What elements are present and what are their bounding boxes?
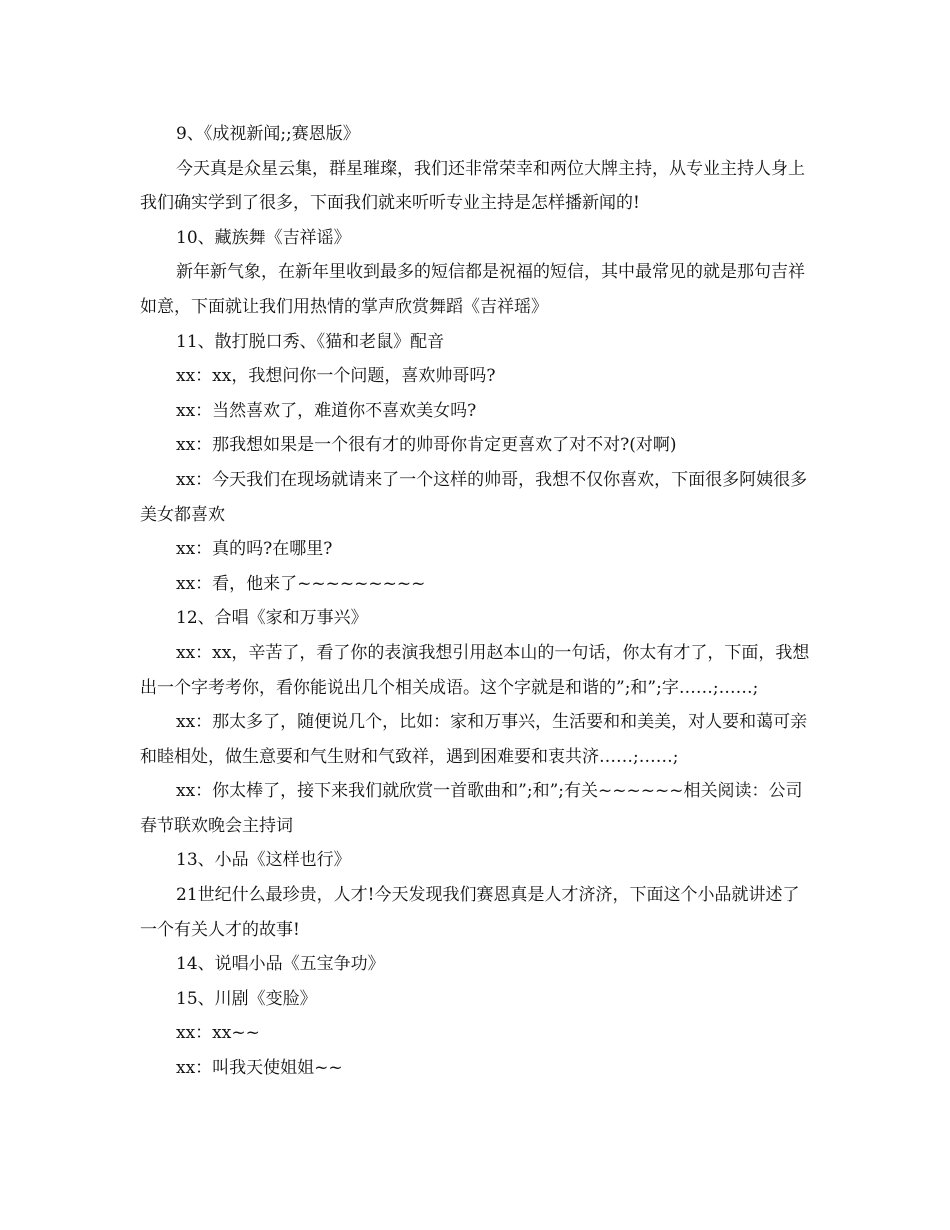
program-heading-14: 14、说唱小品《五宝争功》 [176,954,385,975]
dialogue-line: xx：xx，我想问你一个问题，喜欢帅哥吗? [176,366,496,387]
dialogue-line: xx：你太棒了，接下来我们就欣赏一首歌曲和”;和”;有关~~~~~~相关阅读：公司春节联欢晚会主持词 [140,781,803,836]
dialogue-line: xx：xx，辛苦了，看了你的表演我想引用赵本山的一句话，你太有才了，下面，我想出一个字考考你，看你能说出几个相关成语。这个字就是和谐的”;和”;字……;……; [140,642,810,698]
program-heading-10: 10、藏族舞《吉祥谣》 [176,227,351,248]
host-line: 21世纪什么最珍贵，人才!今天发现我们赛恩真是人才济济，下面这个小品就讲述了一个有关人才的故事! [140,885,800,940]
program-heading-9: 9、《成视新闻;;赛恩版》 [176,124,360,144]
dialogue-line: xx：叫我天使姐姐~~ [176,1058,343,1079]
dialogue-line: xx：xx~~ [176,1023,260,1044]
dialogue-line: xx：那我想如果是一个很有才的帅哥你肯定更喜欢了对不对?(对啊) [176,435,677,456]
program-heading-11: 11、散打脱口秀、《猫和老鼠》配音 [176,331,445,352]
program-heading-12: 12、合唱《家和万事兴》 [176,608,368,629]
dialogue-line: xx：真的吗?在哪里? [176,539,333,560]
dialogue-line: xx：当然喜欢了，难道你不喜欢美女吗? [176,400,477,421]
dialogue-line: xx：看，他来了~~~~~~~~~ [176,573,426,594]
host-line: 今天真是众星云集，群星璀璨，我们还非常荣幸和两位大牌主持，从专业主持人身上我们确实学到了很多，下面我们就来听听专业主持是怎样播新闻的! [140,158,805,214]
document-body [140,117,816,1086]
host-line: 新年新气象，在新年里收到最多的短信都是祝福的短信，其中最常见的就是那句吉祥如意，下面就让我们用热情的掌声欣赏舞蹈《吉祥瑶》 [140,262,805,317]
dialogue-line: xx：今天我们在现场就请来了一个这样的帅哥，我想不仅你喜欢，下面很多阿姨很多美女都喜欢 [140,469,808,525]
program-heading-15: 15、川剧《变脸》 [176,988,317,1009]
program-heading-13: 13、小品《这样也行》 [176,850,351,871]
dialogue-line: xx：那太多了，随便说几个，比如：家和万事兴，生活要和和美美，对人要和蔼可亲和睦相处，做生意要和气生财和气致祥，遇到困难要和衷共济……;……; [140,712,808,767]
